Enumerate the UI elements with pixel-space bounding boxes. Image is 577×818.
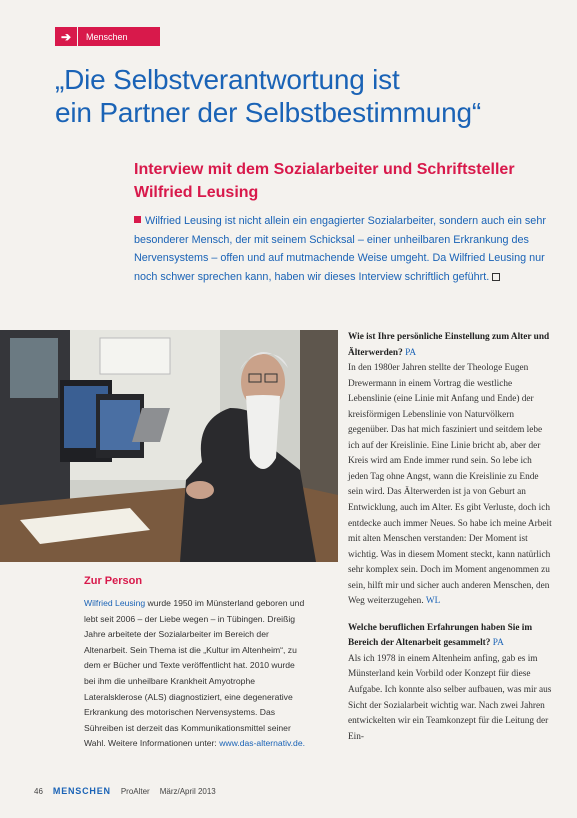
spacer	[348, 610, 553, 621]
portrait-photo	[0, 330, 338, 562]
box-url-link[interactable]: www.das-alternativ.de.	[219, 738, 306, 749]
section-tag	[55, 27, 160, 46]
section-tag-label: Menschen	[86, 31, 128, 42]
answer-1-tag: WL	[425, 596, 441, 607]
end-mark-icon	[492, 273, 500, 281]
answer-1	[348, 361, 553, 610]
footer-magazine: ProAlter	[120, 787, 150, 796]
question-1-tag: PA	[405, 347, 417, 358]
question-1-text: Wie ist Ihre persönliche Einstellung zum Alter und Älterwerden?	[348, 332, 550, 358]
question-2-text: Welche beruflichen Erfahrungen haben Sie im Bereich der Altenarbeit gesammelt?	[348, 622, 533, 649]
subhead-line-1: Interview mit dem Sozialarbeiter und Schriftsteller	[134, 161, 515, 178]
page-number: 46	[34, 787, 43, 796]
arrow-right-icon: ➔	[55, 27, 78, 46]
footer-section: MENSCHEN	[52, 786, 111, 796]
box-title: Zur Person	[84, 575, 143, 587]
box-text	[84, 596, 306, 752]
answer-1-text: In den 1980er Jahren stellte der Theologe Eugen Drewermann in einem Vortrag die westliche Lebenslinie (eine Linie mit Anfang und Ende) der kreisförmigen Lebenslinie von Naturvölkern gegenüber. Das hat mich fasziniert und seitdem lebe ich auf der Kreislinie. Eine Linie bricht ab, aber der Kreis wird am Ende immer rund sein. So lebe ich jeden Tag ohne Angst, wann die Kreislinie zu Ende sein wird. Das Älterwerden ist ja von Geburt an Entwicklung, auch im Alter. Es gibt Verluste, doch ich entdecke auch immer Neues. So habe ich meine Arbeit mit alten Menschen verstanden: Der Moment ist wichtig. Was in diesem Moment steckt, kann natürlich sehr komplex sein. Doch im Moment angenommen zu sein, hilft mir und sicher auch anderen Menschen, den Weg weiterzugehen.	[348, 363, 552, 607]
bullet-square-icon	[134, 216, 141, 223]
lead-text: Wilfried Leusing ist nicht allein ein engagierter Sozialarbeiter, sondern auch ein sehr besonderer Mensch, der mit seinem Schicksal – einer unheilbaren Erkrankung des Nervensystems – offen und auf mutmachende Weise umgeht. Da Wilfried Leusing nur noch schwer sprechen kann, haben wir dieses Interview schriftlich geführt.	[134, 215, 546, 284]
subheadline	[134, 158, 554, 204]
portrait-illustration	[0, 330, 338, 562]
interview-column	[348, 330, 553, 745]
question-2	[348, 621, 553, 652]
answer-2	[348, 652, 553, 745]
question-2-tag: PA	[492, 638, 504, 649]
box-person-name: Wilfried Leusing	[84, 598, 146, 608]
answer-2-text: Als ich 1978 in einem Altenheim anfing, gab es im Münsterland kein Vorbild oder Konzept für diese Aufgabe. Ich konnte also selber aufbauen, was mir aus Sicht der Sozialarbeit wichtig war. Nach zwei Jahren entwickelten wir ein Teamkonzept für die Leitung der Ein-	[348, 653, 552, 742]
headline	[55, 63, 560, 129]
headline-line-1: „Die Selbstverantwortung ist	[55, 64, 400, 95]
lead-paragraph	[134, 212, 552, 287]
footer-issue: März/April 2013	[159, 787, 216, 796]
page-footer	[34, 786, 216, 796]
question-1	[348, 330, 553, 361]
subhead-line-2: Wilfried Leusing	[134, 184, 259, 201]
box-body: wurde 1950 im Münsterland geboren und lebt seit 2006 – der Liebe wegen – in Tübingen. Dreißig Jahre arbeitete der Sozialarbeiter im Bereich der Altenarbeit. Sein Thema ist die „Kultur im Altenheim“, zu dem er Bücher und Texte veröffentlicht hat. 2010 wurde bei ihm die unheilbare Krankheit Amyotrophe Lateralsklerose (ALS) diagnostiziert, eine degenerative Erkrankung des motorischen Nervensystems. Das Sühreiben ist derzeit das Kommunikationsmittel seiner Wahl. Weitere Informationen unter:	[84, 598, 305, 749]
headline-line-2: ein Partner der Selbstbestimmung“	[55, 97, 482, 128]
